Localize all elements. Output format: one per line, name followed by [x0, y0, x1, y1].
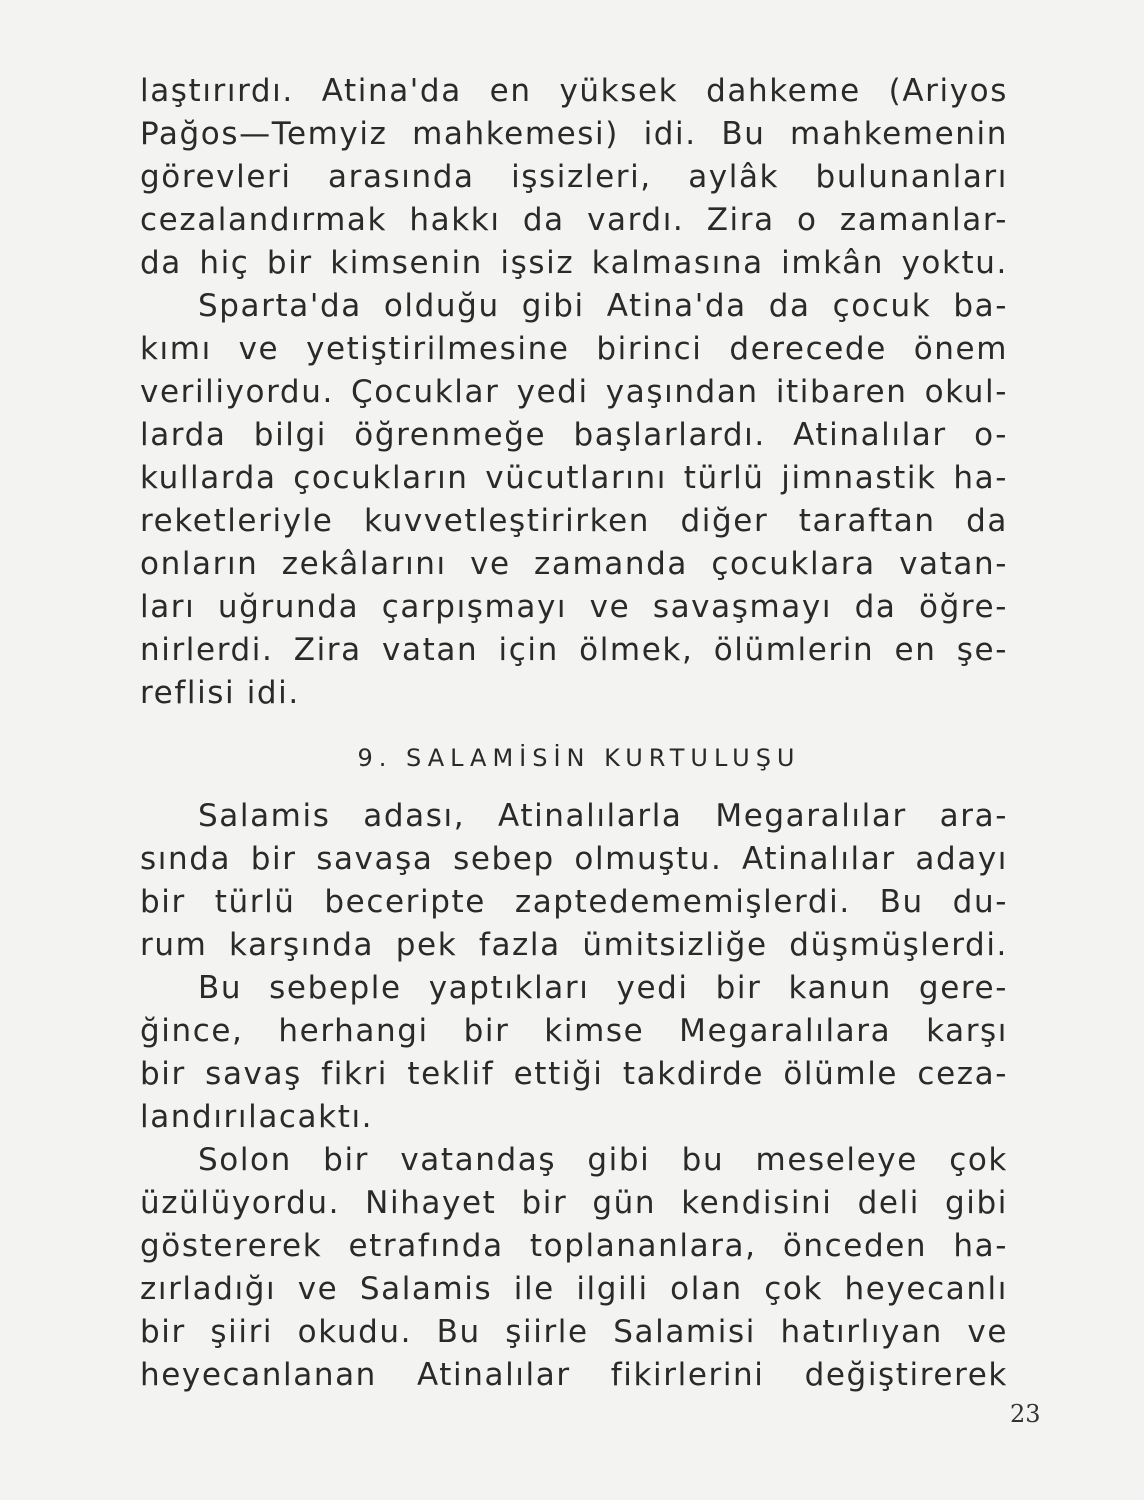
text-line: Pağos—Temyiz mahkemesi) idi. Bu mahkemenin — [140, 116, 1008, 152]
text-line: larda bilgi öğrenmeğe başlarlardı. Atinalılar o- — [140, 417, 1008, 453]
text-line: göstererek etrafında toplananlara, önceden ha- — [140, 1228, 1008, 1264]
text-line: üzülüyordu. Nihayet bir gün kendisini deli gibi — [140, 1185, 1008, 1221]
text-line: laştırırdı. Atina'da en yüksek dahkeme (Ariyos — [140, 73, 1008, 109]
text-line: heyecanlanan Atinalılar fikirlerini değiştirerek — [140, 1357, 1008, 1393]
text-line: onların zekâlarını ve zamanda çocuklara vatan- — [140, 546, 1008, 582]
text-line: da hiç bir kimsenin işsiz kalmasına imkân yoktu. — [140, 245, 1008, 281]
text-line: landırılacaktı. — [140, 1099, 374, 1135]
section-heading: 9. SALAMİSİN KURTULUŞU — [357, 744, 801, 772]
text-line: nirlerdi. Zira vatan için ölmek, ölümlerin en şe- — [140, 632, 1008, 668]
paragraph-5 — [140, 1139, 1008, 1397]
page-number: 23 — [1010, 1400, 1041, 1428]
text-line: kımı ve yetiştirilmesine birinci derecede önem — [140, 331, 1008, 367]
text-line: cezalandırmak hakkı da vardı. Zira o zamanlar- — [140, 202, 1008, 238]
text-line: zırladığı ve Salamis ile ilgili olan çok heyecanlı — [140, 1271, 1008, 1307]
text-line: refli̇si idi. — [140, 675, 300, 711]
text-line: rum karşında pek fazla ümitsizliğe düşmüşlerdi. — [140, 927, 1008, 963]
text-line: ğince, herhangi bir kimse Megaralılara karşı — [140, 1013, 1008, 1049]
text-line: sında bir savaşa sebep olmuştu. Atinalılar adayı — [140, 841, 1008, 877]
text-line: Solon bir vatandaş gibi bu meseleye çok — [198, 1142, 1008, 1178]
text-line: Salamis adası, Atinalılarla Megaralılar ara- — [198, 798, 1008, 834]
text-block — [140, 70, 1008, 1397]
text-line: Sparta'da olduğu gibi Atina'da da çocuk ba- — [198, 288, 1008, 324]
text-line: ları uğrunda çarpışmayı ve savaşmayı da öğre- — [140, 589, 1008, 625]
text-line: Bu sebeple yaptıkları yedi bir kanun gere- — [198, 970, 1008, 1006]
paragraph-4 — [140, 967, 1008, 1139]
text-line: görevleri arasında işsizleri, aylâk bulunanları — [140, 159, 1008, 195]
text-line: bir savaş fikri teklif ettiği takdirde ölümle ceza- — [140, 1056, 1008, 1092]
text-line: kullarda çocukların vücutlarını türlü jimnastik ha- — [140, 460, 1008, 496]
text-line: veriliyordu. Çocuklar yedi yaşından itibaren okul- — [140, 374, 1008, 410]
paragraph-3 — [140, 795, 1008, 967]
paragraph-1 — [140, 70, 1008, 285]
text-line: bir türlü beceripte zaptedememişlerdi. Bu du- — [140, 884, 1008, 920]
text-line: bir şiiri okudu. Bu şiirle Salamisi hatırlıyan ve — [140, 1314, 1008, 1350]
text-line: reketleriyle kuvvetleştirirken diğer taraftan da — [140, 503, 1008, 539]
paragraph-2 — [140, 285, 1008, 715]
